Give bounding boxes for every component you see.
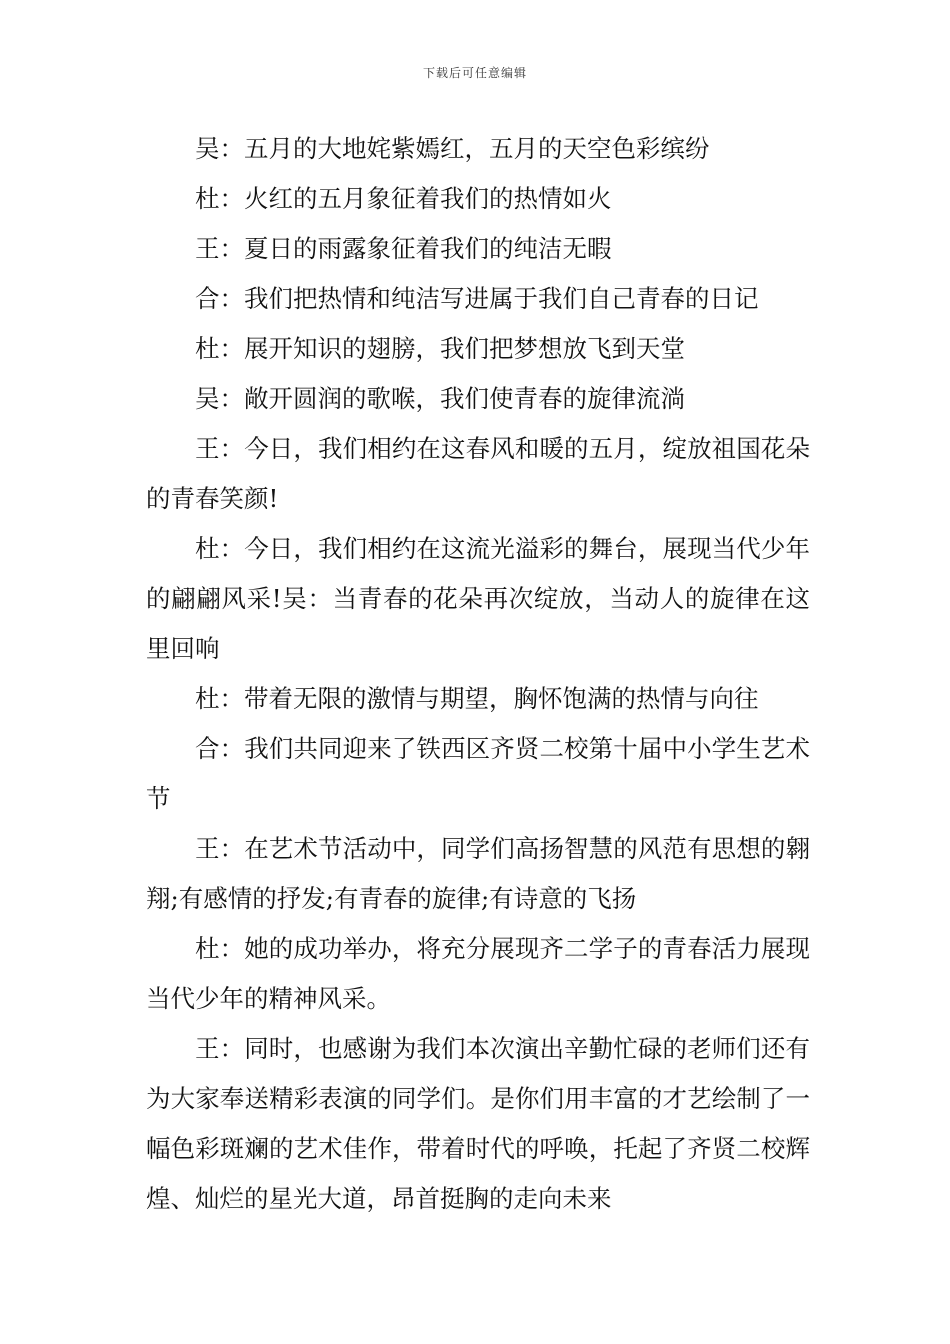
paragraph: 杜：展开知识的翅膀，我们把梦想放飞到天堂 <box>195 334 685 363</box>
paragraph: 吴：敞开圆润的歌喉，我们使青春的旋律流淌 <box>195 384 685 413</box>
paragraph: 王：同时，也感谢为我们本次演出辛勤忙碌的老师们还有为大家奉送精彩表演的同学们。是你们用丰富的才艺绘制了一幅色彩斑斓的艺术佳作，带着时代的呼唤，托起了齐贤二校辉煌、灿烂的星光大道，昂首挺胸的走向未来 <box>146 1034 810 1213</box>
paragraph: 王：今日，我们相约在这春风和暖的五月，绽放祖国花朵的青春笑颜! <box>146 434 810 513</box>
paragraph: 王：在艺术节活动中，同学们高扬智慧的风范有思想的翱翔;有感情的抒发;有青春的旋律;有诗意的飞扬 <box>146 834 810 913</box>
paragraph: 吴：五月的大地姹紫嫣红，五月的天空色彩缤纷 <box>195 134 710 163</box>
paragraph: 杜：今日，我们相约在这流光溢彩的舞台，展现当代少年的翩翩风采!吴：当青春的花朵再次绽放，当动人的旋律在这里回响 <box>146 534 810 663</box>
paragraph: 合：我们共同迎来了铁西区齐贤二校第十届中小学生艺术节 <box>146 734 810 813</box>
paragraph: 王：夏日的雨露象征着我们的纯洁无暇 <box>195 234 612 263</box>
paragraph: 杜：带着无限的激情与期望，胸怀饱满的热情与向往 <box>195 684 759 713</box>
header-note: 下载后可任意编辑 <box>422 66 527 80</box>
paragraph: 杜：她的成功举办，将充分展现齐二学子的青春活力展现当代少年的精神风采。 <box>146 934 810 1013</box>
paragraph: 合：我们把热情和纯洁写进属于我们自己青春的日记 <box>195 284 759 313</box>
script-body <box>146 124 810 1224</box>
paragraph: 杜：火红的五月象征着我们的热情如火 <box>195 184 612 213</box>
